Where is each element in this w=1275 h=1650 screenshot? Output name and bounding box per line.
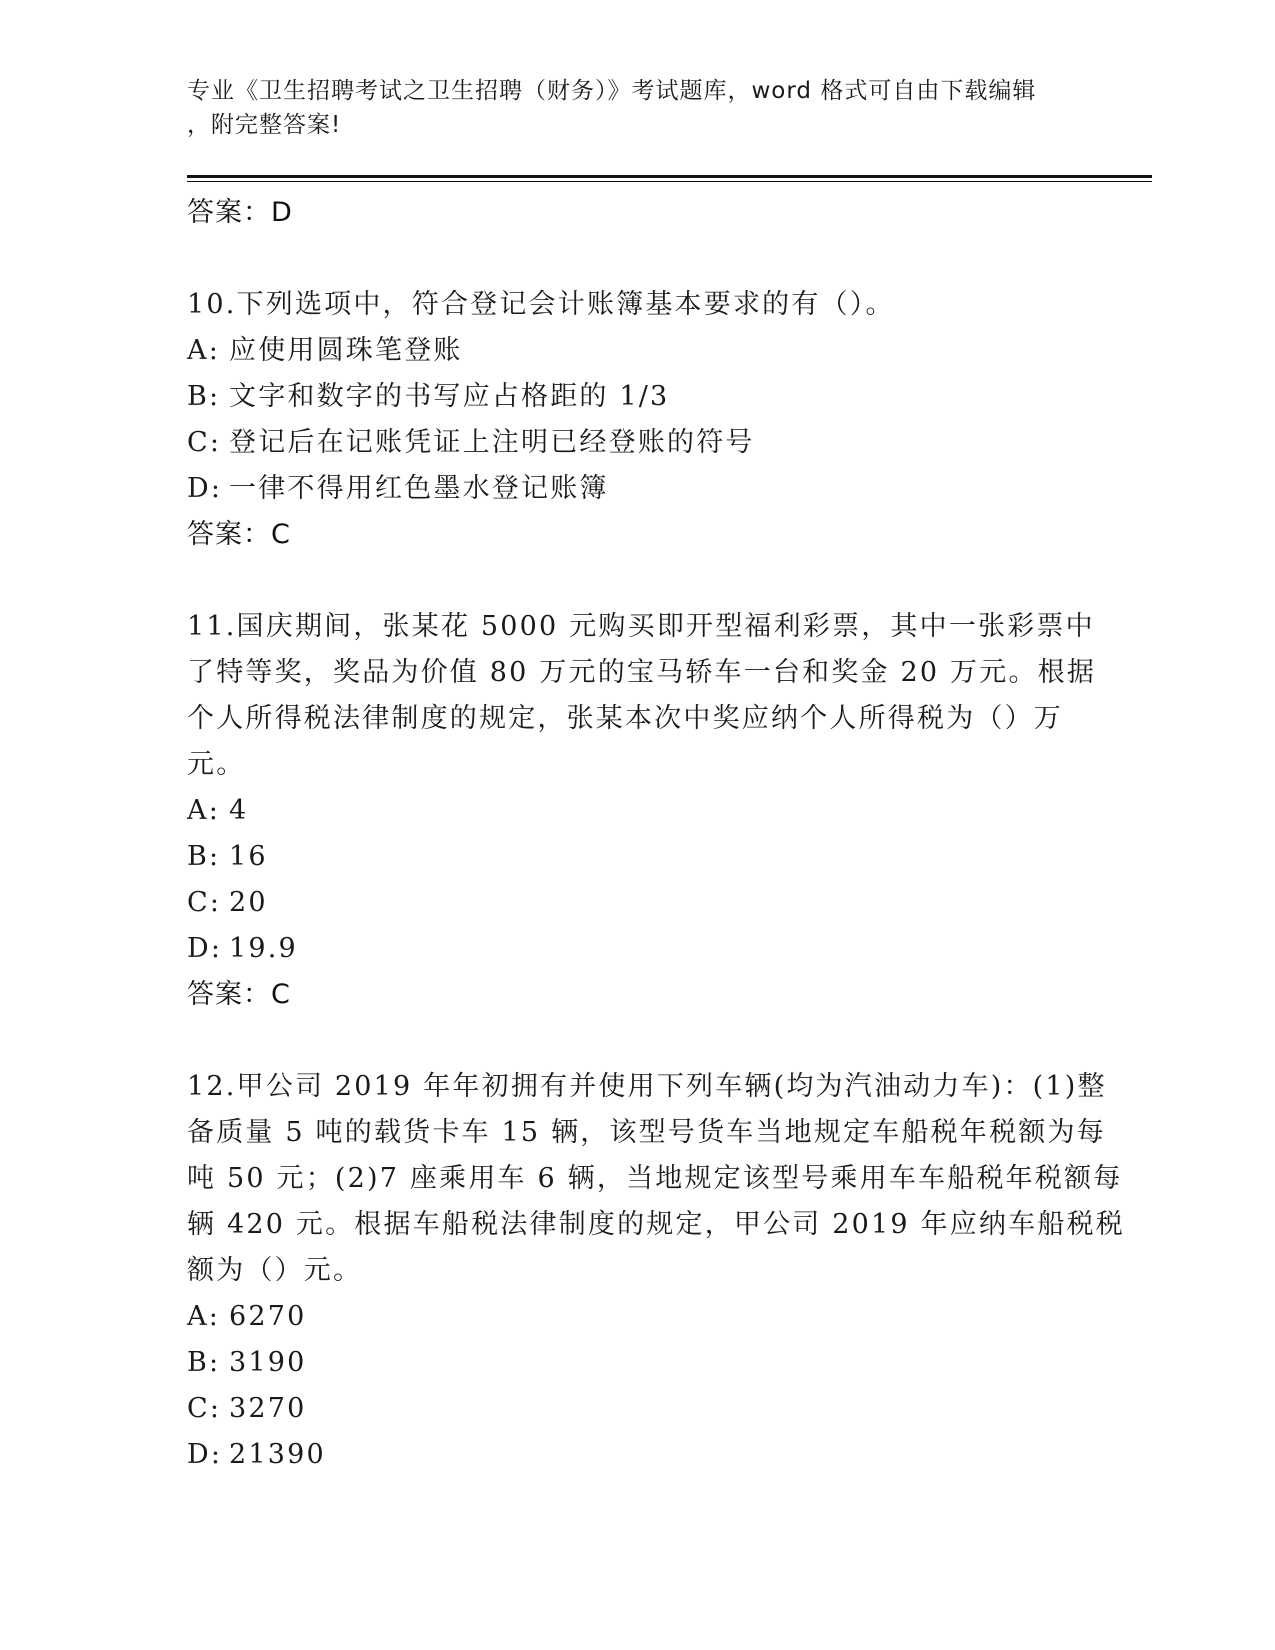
question-stem-line: 额为（）元。 xyxy=(187,1255,363,1286)
question-stem-line: 吨 50 元；(2)7 座乘用车 6 辆，当地规定该型号乘用车车船税年税额每 xyxy=(187,1163,1123,1194)
question-block xyxy=(187,604,1097,1018)
header-line-1: 专业《卫生招聘考试之卫生招聘（财务）》考试题库，word 格式可自由下载编辑 xyxy=(187,78,1037,104)
option-d xyxy=(187,926,1087,972)
option-key: C: xyxy=(187,1393,222,1424)
question-stem-line: 了特等奖，奖品为价值 80 万元的宝马轿车一台和奖金 20 万元。根据 xyxy=(187,657,1097,688)
question-block xyxy=(187,282,1087,558)
option-text: 4 xyxy=(229,795,249,826)
option-key: C: xyxy=(187,887,222,918)
option-text: 16 xyxy=(229,841,268,872)
question-stem-line: 备质量 5 吨的载货卡车 15 辆，该型号货车当地规定车船税年税额为每 xyxy=(187,1117,1106,1148)
question-stem-line: 12.甲公司 2019 年年初拥有并使用下列车辆(均为汽油动力车)：(1)整 xyxy=(187,1071,1107,1102)
option-key: D: xyxy=(187,1439,223,1470)
option-text: 21390 xyxy=(229,1439,326,1470)
option-key: B: xyxy=(187,841,221,872)
spacer xyxy=(187,1018,1087,1064)
questions-content xyxy=(187,190,1125,1478)
option-text: 3190 xyxy=(229,1347,307,1378)
option-c xyxy=(187,420,1087,466)
option-a xyxy=(187,788,1087,834)
answer-label: 答案：D xyxy=(187,197,293,228)
option-key: C: xyxy=(187,427,222,458)
option-text: 文字和数字的书写应占格距的 1/3 xyxy=(229,381,670,412)
option-d xyxy=(187,466,1087,512)
option-key: B: xyxy=(187,381,221,412)
option-b xyxy=(187,1340,1087,1386)
option-a xyxy=(187,328,1087,374)
question-stem xyxy=(187,604,1097,788)
question-stem-line: 个人所得税法律制度的规定，张某本次中奖应纳个人所得税为（）万 xyxy=(187,703,1063,734)
option-key: D: xyxy=(187,933,223,964)
option-d xyxy=(187,1432,1087,1478)
answer-label: 答案：C xyxy=(187,979,291,1010)
question-stem-line: 辆 420 元。根据车船税法律制度的规定，甲公司 2019 年应纳车船税税 xyxy=(187,1209,1125,1240)
option-c xyxy=(187,1386,1087,1432)
header-divider-thin xyxy=(187,181,1152,182)
header-divider-thick xyxy=(187,175,1152,178)
option-text: 一律不得用红色墨水登记账簿 xyxy=(229,473,609,504)
answer-label: 答案：C xyxy=(187,519,291,550)
header-line-2: ，附完整答案! xyxy=(187,112,342,138)
option-text: 20 xyxy=(229,887,268,918)
spacer xyxy=(187,236,1087,282)
document-header xyxy=(187,74,1067,142)
question-stem-line: 11.国庆期间，张某花 5000 元购买即开型福利彩票，其中一张彩票中 xyxy=(187,611,1095,642)
option-text: 6270 xyxy=(229,1301,307,1332)
option-key: A: xyxy=(187,335,220,366)
question-stem xyxy=(187,1064,1125,1294)
option-key: A: xyxy=(187,795,220,826)
option-a xyxy=(187,1294,1087,1340)
option-key: D: xyxy=(187,473,223,504)
question-block xyxy=(187,1064,1125,1478)
option-b xyxy=(187,374,1087,420)
option-c xyxy=(187,880,1087,926)
option-text: 登记后在记账凭证上注明已经登账的符号 xyxy=(229,427,755,458)
question-stem-line: 元。 xyxy=(187,749,246,780)
option-key: A: xyxy=(187,1301,220,1332)
spacer xyxy=(187,558,1087,604)
option-key: B: xyxy=(187,1347,221,1378)
option-text: 应使用圆珠笔登账 xyxy=(229,335,463,366)
option-text: 19.9 xyxy=(229,933,298,964)
question-stem xyxy=(187,282,1077,328)
question-stem-line: 10.下列选项中，符合登记会计账簿基本要求的有（）。 xyxy=(187,289,895,320)
option-b xyxy=(187,834,1087,880)
option-text: 3270 xyxy=(229,1393,307,1424)
